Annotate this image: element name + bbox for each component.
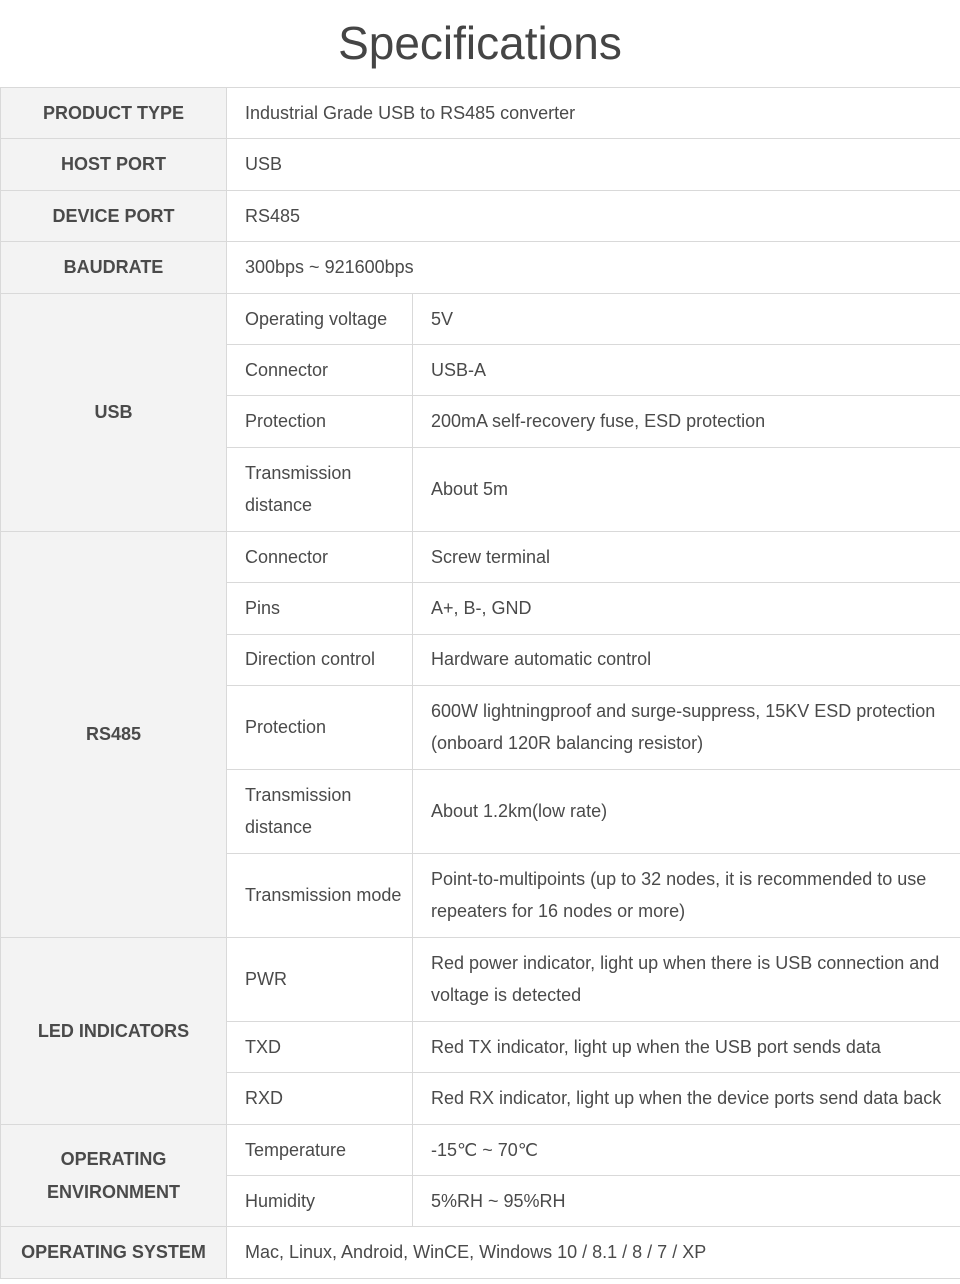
row-value-baudrate: 300bps ~ 921600bps (227, 242, 960, 293)
rs485-item-name: Transmission mode (227, 853, 413, 937)
specifications-table (0, 87, 960, 1279)
table-row (1, 1227, 960, 1278)
rs485-item-value: Hardware automatic control (413, 634, 960, 685)
rs485-item-name: Pins (227, 583, 413, 634)
usb-item-value: USB-A (413, 344, 960, 395)
led-item-value: Red TX indicator, light up when the USB port sends data (413, 1021, 960, 1072)
led-item-name: RXD (227, 1073, 413, 1124)
rs485-item-value: 600W lightningproof and surge-suppress, 15KV ESD protection (onboard 120R balancing resistor) (413, 685, 960, 769)
group-label-operating-environment: OPERATING ENVIRONMENT (1, 1124, 227, 1227)
row-value-device-port: RS485 (227, 190, 960, 241)
row-label-baudrate: BAUDRATE (1, 242, 227, 293)
usb-item-name: Connector (227, 344, 413, 395)
led-item-name: TXD (227, 1021, 413, 1072)
row-label-device-port: DEVICE PORT (1, 190, 227, 241)
led-item-value: Red RX indicator, light up when the device ports send data back (413, 1073, 960, 1124)
row-value-host-port: USB (227, 139, 960, 190)
table-row (1, 937, 960, 1021)
usb-item-value: 200mA self-recovery fuse, ESD protection (413, 396, 960, 447)
row-label-product-type: PRODUCT TYPE (1, 88, 227, 139)
group-label-rs485: RS485 (1, 531, 227, 937)
rs485-item-name: Protection (227, 685, 413, 769)
usb-item-name: Transmission distance (227, 447, 413, 531)
group-label-led-indicators: LED INDICATORS (1, 937, 227, 1124)
rs485-item-value: Screw terminal (413, 531, 960, 582)
rs485-item-value: About 1.2km(low rate) (413, 769, 960, 853)
usb-item-value: About 5m (413, 447, 960, 531)
env-item-value: 5%RH ~ 95%RH (413, 1176, 960, 1227)
page-title: Specifications (338, 17, 622, 69)
usb-item-name: Protection (227, 396, 413, 447)
usb-item-value: 5V (413, 293, 960, 344)
table-row (1, 88, 960, 139)
table-row (1, 531, 960, 582)
rs485-item-name: Connector (227, 531, 413, 582)
row-label-host-port: HOST PORT (1, 139, 227, 190)
rs485-item-value: Point-to-multipoints (up to 32 nodes, it is recommended to use repeaters for 16 nodes or more) (413, 853, 960, 937)
env-item-name: Temperature (227, 1124, 413, 1175)
rs485-item-name: Transmission distance (227, 769, 413, 853)
row-value-operating-system: Mac, Linux, Android, WinCE, Windows 10 / 8.1 / 8 / 7 / XP (227, 1227, 960, 1278)
table-row (1, 1124, 960, 1175)
row-label-operating-system: OPERATING SYSTEM (1, 1227, 227, 1278)
rs485-item-value: A+, B-, GND (413, 583, 960, 634)
group-label-usb: USB (1, 293, 227, 531)
table-row (1, 293, 960, 344)
usb-item-name: Operating voltage (227, 293, 413, 344)
row-value-product-type: Industrial Grade USB to RS485 converter (227, 88, 960, 139)
led-item-name: PWR (227, 937, 413, 1021)
led-item-value: Red power indicator, light up when there is USB connection and voltage is detected (413, 937, 960, 1021)
table-row (1, 190, 960, 241)
table-row (1, 242, 960, 293)
env-item-value: -15℃ ~ 70℃ (413, 1124, 960, 1175)
env-item-name: Humidity (227, 1176, 413, 1227)
rs485-item-name: Direction control (227, 634, 413, 685)
table-row (1, 139, 960, 190)
